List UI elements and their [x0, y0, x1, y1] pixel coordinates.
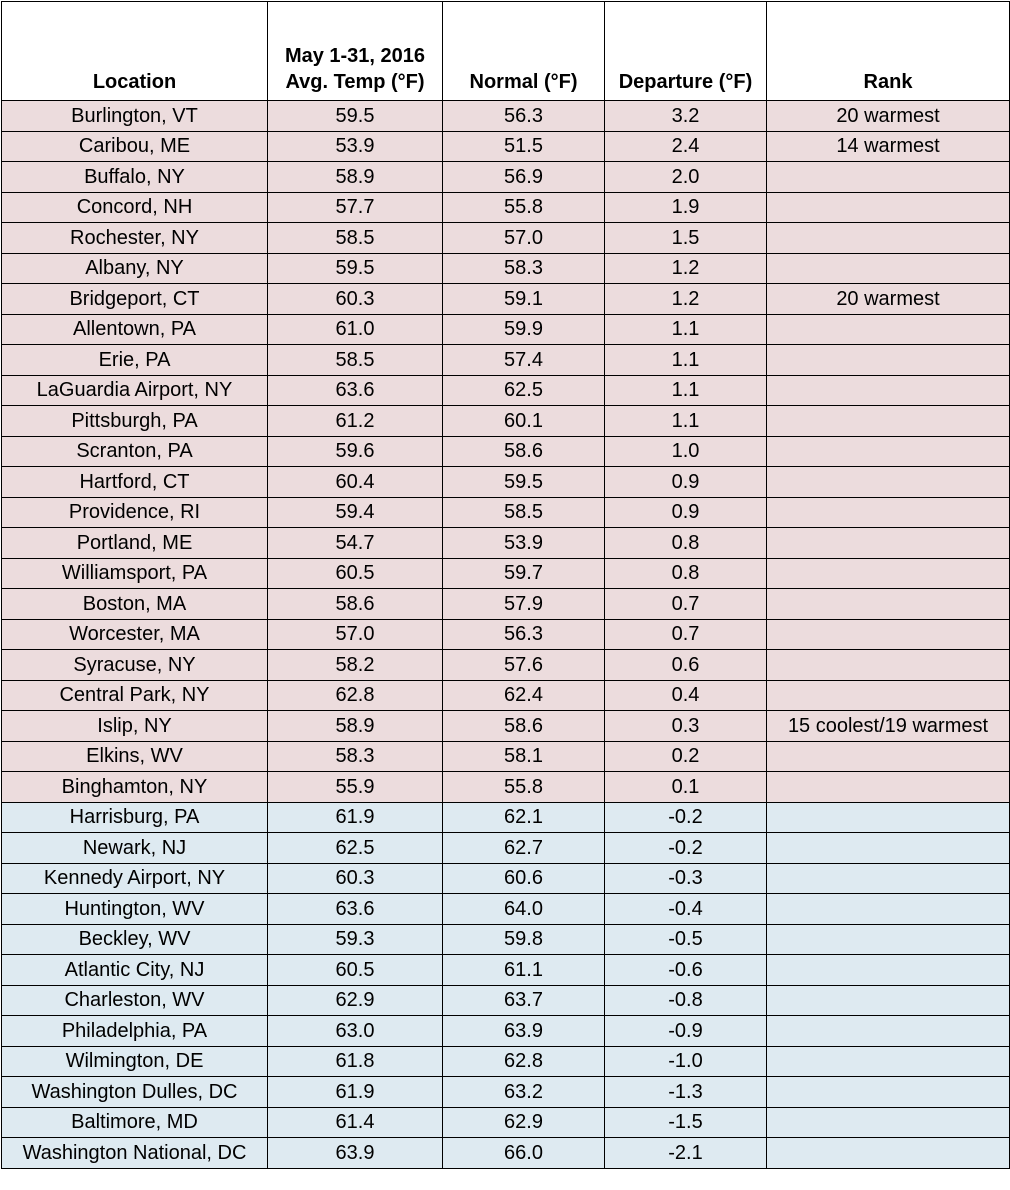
cell-rank [767, 528, 1010, 559]
temperature-table [1, 1, 1010, 1169]
cell-normal: 62.7 [443, 833, 605, 864]
table-row [2, 558, 1010, 589]
cell-departure: 0.2 [605, 741, 767, 772]
cell-departure: -1.5 [605, 1107, 767, 1138]
table-row [2, 894, 1010, 925]
cell-avg-temp: 60.4 [268, 467, 443, 498]
cell-departure: -0.5 [605, 924, 767, 955]
cell-location: Bridgeport, CT [2, 284, 268, 315]
table-row [2, 802, 1010, 833]
table-row [2, 253, 1010, 284]
cell-location: Syracuse, NY [2, 650, 268, 681]
table-row [2, 223, 1010, 254]
cell-avg-temp: 57.7 [268, 192, 443, 223]
table-row [2, 1016, 1010, 1047]
cell-avg-temp: 61.9 [268, 1077, 443, 1108]
cell-departure: -1.3 [605, 1077, 767, 1108]
table-row [2, 375, 1010, 406]
cell-normal: 62.9 [443, 1107, 605, 1138]
table-row [2, 741, 1010, 772]
header-avg-line2: Avg. Temp (°F) [285, 71, 425, 93]
cell-normal: 58.3 [443, 253, 605, 284]
cell-normal: 55.8 [443, 772, 605, 803]
cell-location: Providence, RI [2, 497, 268, 528]
cell-rank [767, 192, 1010, 223]
cell-location: Huntington, WV [2, 894, 268, 925]
table-row [2, 833, 1010, 864]
cell-avg-temp: 63.9 [268, 1138, 443, 1169]
cell-rank: 14 warmest [767, 131, 1010, 162]
table-row [2, 284, 1010, 315]
table-row [2, 711, 1010, 742]
cell-normal: 56.9 [443, 162, 605, 193]
cell-departure: -0.8 [605, 985, 767, 1016]
table-row [2, 1046, 1010, 1077]
cell-normal: 58.5 [443, 497, 605, 528]
cell-avg-temp: 54.7 [268, 528, 443, 559]
cell-normal: 58.1 [443, 741, 605, 772]
cell-location: Washington National, DC [2, 1138, 268, 1169]
cell-departure: 0.8 [605, 528, 767, 559]
cell-departure: -0.2 [605, 802, 767, 833]
cell-normal: 58.6 [443, 711, 605, 742]
table-row [2, 619, 1010, 650]
cell-normal: 57.6 [443, 650, 605, 681]
cell-location: Newark, NJ [2, 833, 268, 864]
cell-location: Binghamton, NY [2, 772, 268, 803]
cell-rank [767, 863, 1010, 894]
cell-location: Wilmington, DE [2, 1046, 268, 1077]
cell-rank [767, 619, 1010, 650]
cell-avg-temp: 59.5 [268, 101, 443, 132]
cell-location: Harrisburg, PA [2, 802, 268, 833]
cell-rank [767, 741, 1010, 772]
cell-location: Kennedy Airport, NY [2, 863, 268, 894]
cell-rank [767, 497, 1010, 528]
cell-departure: 0.1 [605, 772, 767, 803]
cell-location: Philadelphia, PA [2, 1016, 268, 1047]
cell-avg-temp: 53.9 [268, 131, 443, 162]
cell-departure: 1.2 [605, 284, 767, 315]
cell-departure: 1.1 [605, 314, 767, 345]
cell-rank [767, 955, 1010, 986]
cell-location: Elkins, WV [2, 741, 268, 772]
cell-rank [767, 1016, 1010, 1047]
table-row [2, 589, 1010, 620]
table-row [2, 955, 1010, 986]
cell-location: Beckley, WV [2, 924, 268, 955]
cell-rank: 20 warmest [767, 284, 1010, 315]
cell-avg-temp: 59.4 [268, 497, 443, 528]
cell-departure: -0.6 [605, 955, 767, 986]
cell-location: Central Park, NY [2, 680, 268, 711]
cell-location: Concord, NH [2, 192, 268, 223]
table-row [2, 985, 1010, 1016]
cell-location: Worcester, MA [2, 619, 268, 650]
cell-normal: 62.4 [443, 680, 605, 711]
cell-rank [767, 253, 1010, 284]
cell-normal: 57.4 [443, 345, 605, 376]
cell-normal: 63.7 [443, 985, 605, 1016]
cell-avg-temp: 61.8 [268, 1046, 443, 1077]
cell-avg-temp: 60.5 [268, 558, 443, 589]
cell-location: Albany, NY [2, 253, 268, 284]
cell-departure: 0.8 [605, 558, 767, 589]
table-row [2, 314, 1010, 345]
cell-normal: 59.9 [443, 314, 605, 345]
cell-departure: 0.9 [605, 497, 767, 528]
cell-rank [767, 345, 1010, 376]
cell-normal: 59.8 [443, 924, 605, 955]
cell-location: Erie, PA [2, 345, 268, 376]
table-body [2, 101, 1010, 1169]
cell-normal: 56.3 [443, 619, 605, 650]
header-rank: Rank [767, 2, 1010, 101]
table-row [2, 863, 1010, 894]
cell-avg-temp: 59.5 [268, 253, 443, 284]
cell-avg-temp: 55.9 [268, 772, 443, 803]
cell-departure: 0.3 [605, 711, 767, 742]
cell-departure: 1.2 [605, 253, 767, 284]
cell-location: Charleston, WV [2, 985, 268, 1016]
cell-avg-temp: 58.9 [268, 162, 443, 193]
cell-rank [767, 1077, 1010, 1108]
cell-avg-temp: 60.3 [268, 284, 443, 315]
table-row [2, 436, 1010, 467]
cell-departure: 0.4 [605, 680, 767, 711]
cell-departure: 1.9 [605, 192, 767, 223]
header-departure: Departure (°F) [605, 2, 767, 101]
cell-rank [767, 680, 1010, 711]
cell-rank [767, 162, 1010, 193]
cell-normal: 51.5 [443, 131, 605, 162]
cell-normal: 58.6 [443, 436, 605, 467]
cell-departure: 0.9 [605, 467, 767, 498]
cell-normal: 57.9 [443, 589, 605, 620]
cell-rank [767, 1046, 1010, 1077]
cell-avg-temp: 61.2 [268, 406, 443, 437]
cell-normal: 63.2 [443, 1077, 605, 1108]
cell-departure: 1.1 [605, 375, 767, 406]
cell-normal: 62.8 [443, 1046, 605, 1077]
table-row [2, 680, 1010, 711]
cell-rank [767, 1107, 1010, 1138]
cell-rank: 15 coolest/19 warmest [767, 711, 1010, 742]
cell-rank [767, 375, 1010, 406]
cell-avg-temp: 58.3 [268, 741, 443, 772]
cell-departure: 1.1 [605, 345, 767, 376]
cell-location: Boston, MA [2, 589, 268, 620]
cell-normal: 53.9 [443, 528, 605, 559]
cell-normal: 60.6 [443, 863, 605, 894]
table-row [2, 1107, 1010, 1138]
cell-departure: 2.4 [605, 131, 767, 162]
cell-departure: 1.5 [605, 223, 767, 254]
header-row [2, 2, 1010, 101]
cell-location: Pittsburgh, PA [2, 406, 268, 437]
cell-departure: -1.0 [605, 1046, 767, 1077]
cell-avg-temp: 60.3 [268, 863, 443, 894]
table-row [2, 497, 1010, 528]
cell-rank [767, 1138, 1010, 1169]
cell-location: Washington Dulles, DC [2, 1077, 268, 1108]
cell-avg-temp: 61.0 [268, 314, 443, 345]
table-row [2, 467, 1010, 498]
table-row [2, 192, 1010, 223]
cell-avg-temp: 58.2 [268, 650, 443, 681]
cell-location: Portland, ME [2, 528, 268, 559]
cell-avg-temp: 63.6 [268, 375, 443, 406]
cell-rank [767, 406, 1010, 437]
cell-departure: 0.7 [605, 619, 767, 650]
cell-avg-temp: 58.5 [268, 345, 443, 376]
cell-avg-temp: 61.9 [268, 802, 443, 833]
cell-departure: 1.0 [605, 436, 767, 467]
cell-avg-temp: 58.6 [268, 589, 443, 620]
cell-rank [767, 467, 1010, 498]
cell-normal: 57.0 [443, 223, 605, 254]
cell-location: Rochester, NY [2, 223, 268, 254]
cell-departure: -0.3 [605, 863, 767, 894]
cell-departure: 1.1 [605, 406, 767, 437]
table-row [2, 345, 1010, 376]
cell-location: Islip, NY [2, 711, 268, 742]
cell-departure: 0.7 [605, 589, 767, 620]
cell-normal: 62.5 [443, 375, 605, 406]
cell-rank [767, 558, 1010, 589]
cell-rank: 20 warmest [767, 101, 1010, 132]
cell-avg-temp: 58.9 [268, 711, 443, 742]
table-row [2, 924, 1010, 955]
cell-rank [767, 985, 1010, 1016]
table-row [2, 528, 1010, 559]
cell-avg-temp: 59.3 [268, 924, 443, 955]
cell-departure: 2.0 [605, 162, 767, 193]
cell-avg-temp: 62.8 [268, 680, 443, 711]
table-row [2, 101, 1010, 132]
cell-avg-temp: 62.9 [268, 985, 443, 1016]
cell-rank [767, 436, 1010, 467]
cell-location: Williamsport, PA [2, 558, 268, 589]
cell-avg-temp: 60.5 [268, 955, 443, 986]
table-row [2, 1077, 1010, 1108]
header-normal: Normal (°F) [443, 2, 605, 101]
header-avg-line1: May 1-31, 2016 [284, 45, 426, 67]
cell-departure: -0.2 [605, 833, 767, 864]
cell-normal: 59.7 [443, 558, 605, 589]
cell-location: Atlantic City, NJ [2, 955, 268, 986]
cell-location: Baltimore, MD [2, 1107, 268, 1138]
cell-location: Scranton, PA [2, 436, 268, 467]
cell-avg-temp: 63.6 [268, 894, 443, 925]
cell-normal: 59.1 [443, 284, 605, 315]
cell-rank [767, 650, 1010, 681]
cell-avg-temp: 58.5 [268, 223, 443, 254]
cell-rank [767, 589, 1010, 620]
cell-normal: 56.3 [443, 101, 605, 132]
table-row [2, 406, 1010, 437]
table-row [2, 772, 1010, 803]
table-row [2, 162, 1010, 193]
cell-rank [767, 223, 1010, 254]
cell-location: Burlington, VT [2, 101, 268, 132]
cell-normal: 64.0 [443, 894, 605, 925]
cell-normal: 62.1 [443, 802, 605, 833]
cell-normal: 60.1 [443, 406, 605, 437]
cell-normal: 61.1 [443, 955, 605, 986]
cell-avg-temp: 62.5 [268, 833, 443, 864]
cell-avg-temp: 63.0 [268, 1016, 443, 1047]
cell-rank [767, 314, 1010, 345]
cell-normal: 59.5 [443, 467, 605, 498]
cell-rank [767, 894, 1010, 925]
header-location: Location [2, 2, 268, 101]
table-row [2, 131, 1010, 162]
cell-departure: -0.4 [605, 894, 767, 925]
cell-location: Allentown, PA [2, 314, 268, 345]
cell-rank [767, 772, 1010, 803]
cell-normal: 66.0 [443, 1138, 605, 1169]
cell-avg-temp: 59.6 [268, 436, 443, 467]
cell-location: Buffalo, NY [2, 162, 268, 193]
cell-departure: -0.9 [605, 1016, 767, 1047]
cell-rank [767, 924, 1010, 955]
cell-departure: 0.6 [605, 650, 767, 681]
cell-rank [767, 802, 1010, 833]
cell-rank [767, 833, 1010, 864]
cell-departure: 3.2 [605, 101, 767, 132]
table-row [2, 650, 1010, 681]
cell-location: LaGuardia Airport, NY [2, 375, 268, 406]
cell-location: Hartford, CT [2, 467, 268, 498]
cell-normal: 55.8 [443, 192, 605, 223]
header-avg-temp [268, 2, 443, 101]
table-row [2, 1138, 1010, 1169]
cell-departure: -2.1 [605, 1138, 767, 1169]
cell-location: Caribou, ME [2, 131, 268, 162]
cell-avg-temp: 57.0 [268, 619, 443, 650]
cell-avg-temp: 61.4 [268, 1107, 443, 1138]
cell-normal: 63.9 [443, 1016, 605, 1047]
